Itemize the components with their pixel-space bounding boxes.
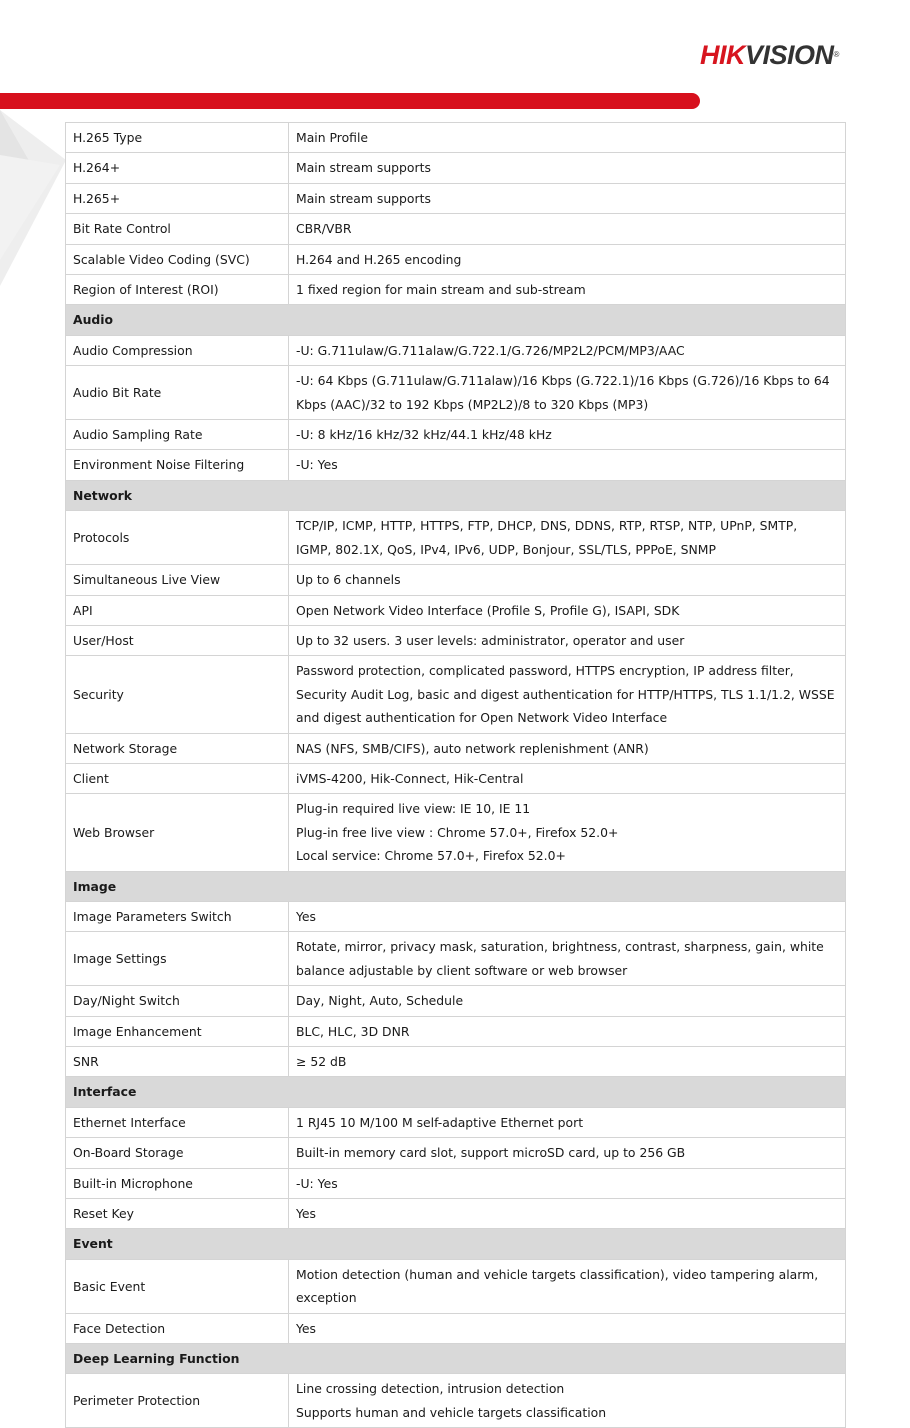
spec-value-line: Main stream supports [296, 190, 431, 206]
spec-value [289, 153, 846, 183]
spec-value [289, 1374, 846, 1428]
spec-key: H.264+ [66, 153, 289, 183]
spec-row [66, 763, 846, 793]
spec-value-line: Up to 32 users. 3 user levels: administrator, operator and user [296, 632, 685, 648]
spec-key: Reset Key [66, 1199, 289, 1229]
spec-value [289, 450, 846, 480]
spec-value [289, 1259, 846, 1313]
spec-value-line: -U: 64 Kbps (G.711ulaw/G.711alaw)/16 Kbps (G.722.1)/16 Kbps (G.726)/16 Kbps to 64 [296, 373, 830, 389]
spec-value [289, 733, 846, 763]
spec-value-line: Yes [296, 1320, 317, 1336]
spec-value-line: Yes [296, 1206, 317, 1222]
spec-row [66, 986, 846, 1016]
spec-value [289, 420, 846, 450]
spec-value [289, 1016, 846, 1046]
spec-key: Basic Event [66, 1259, 289, 1313]
brand-logo-part1: HIK [700, 40, 745, 70]
spec-key: Bit Rate Control [66, 214, 289, 244]
spec-value-line: -U: Yes [296, 457, 338, 473]
spec-value-line: Local service: Chrome 57.0+, Firefox 52.0+ [296, 848, 566, 864]
spec-value-line: Up to 6 channels [296, 572, 401, 588]
spec-value-line: Open Network Video Interface (Profile S, Profile G), ISAPI, SDK [296, 602, 680, 618]
spec-value-line: Security Audit Log, basic and digest authentication for HTTP/HTTPS, TLS 1.1/1.2, WSSE [296, 686, 835, 702]
spec-value-line: 1 RJ45 10 M/100 M self-adaptive Ethernet port [296, 1114, 584, 1130]
spec-row [66, 450, 846, 480]
spec-value [289, 1199, 846, 1229]
spec-row [66, 733, 846, 763]
section-header-row [66, 1077, 846, 1107]
spec-key: Protocols [66, 511, 289, 565]
section-header-row [66, 480, 846, 510]
spec-row [66, 625, 846, 655]
spec-value [289, 335, 846, 365]
spec-value [289, 763, 846, 793]
spec-value [289, 595, 846, 625]
spec-value [289, 986, 846, 1016]
spec-value [289, 511, 846, 565]
spec-value [289, 932, 846, 986]
spec-value [289, 1168, 846, 1198]
spec-key: Built-in Microphone [66, 1168, 289, 1198]
spec-value [289, 565, 846, 595]
spec-value [289, 794, 846, 871]
spec-value-line: balance adjustable by client software or web browser [296, 962, 628, 978]
spec-key: Security [66, 656, 289, 733]
spec-row [66, 335, 846, 365]
spec-row [66, 1107, 846, 1137]
brand-logo-part2: VISION [745, 40, 834, 70]
spec-value-line: -U: 8 kHz/16 kHz/32 kHz/44.1 kHz/48 kHz [296, 427, 552, 443]
spec-value-line: Main Profile [296, 130, 369, 145]
spec-key: Audio Compression [66, 335, 289, 365]
spec-value-line: H.264 and H.265 encoding [296, 251, 462, 267]
spec-value [289, 1107, 846, 1137]
spec-row [66, 595, 846, 625]
spec-key: Region of Interest (ROI) [66, 275, 289, 305]
section-title: Event [66, 1229, 846, 1259]
spec-value-line: iVMS-4200, Hik-Connect, Hik-Central [296, 770, 524, 786]
section-header-row [66, 1229, 846, 1259]
spec-row [66, 565, 846, 595]
spec-value-line: Plug-in free live view : Chrome 57.0+, Firefox 52.0+ [296, 824, 619, 840]
spec-value-line: Day, Night, Auto, Schedule [296, 993, 464, 1009]
spec-row [66, 1313, 846, 1343]
section-title: Interface [66, 1077, 846, 1107]
spec-row [66, 656, 846, 733]
section-header-row [66, 1344, 846, 1374]
spec-value [289, 1047, 846, 1077]
spec-value-line: exception [296, 1290, 357, 1306]
spec-value-line: Rotate, mirror, privacy mask, saturation, brightness, contrast, sharpness, gain, white [296, 939, 824, 955]
spec-value-line: CBR/VBR [296, 221, 352, 237]
spec-value [289, 123, 846, 153]
spec-key: Day/Night Switch [66, 986, 289, 1016]
spec-key: Audio Sampling Rate [66, 420, 289, 450]
spec-value-line: Yes [296, 908, 317, 924]
spec-value-line: -U: Yes [296, 1175, 338, 1191]
spec-value-line: IGMP, 802.1X, QoS, IPv4, IPv6, UDP, Bonjour, SSL/TLS, PPPoE, SNMP [296, 541, 716, 557]
spec-key: Face Detection [66, 1313, 289, 1343]
spec-value-line: Line crossing detection, intrusion detection [296, 1381, 565, 1397]
spec-value-line: NAS (NFS, SMB/CIFS), auto network replenishment (ANR) [296, 740, 649, 756]
section-title: Network [66, 480, 846, 510]
spec-row [66, 420, 846, 450]
spec-value-line: BLC, HLC, 3D DNR [296, 1023, 410, 1039]
spec-key: Image Settings [66, 932, 289, 986]
spec-value [289, 656, 846, 733]
spec-value-line: Built-in memory card slot, support microSD card, up to 256 GB [296, 1145, 686, 1161]
spec-row [66, 932, 846, 986]
spec-value [289, 901, 846, 931]
spec-key: Simultaneous Live View [66, 565, 289, 595]
spec-value-line: Kbps (AAC)/32 to 192 Kbps (MP2L2)/8 to 320 Kbps (MP3) [296, 396, 649, 412]
spec-key: Image Parameters Switch [66, 901, 289, 931]
spec-row [66, 244, 846, 274]
brand-logo-reg: ® [833, 50, 839, 59]
spec-row [66, 1138, 846, 1168]
spec-value-line: Password protection, complicated password, HTTPS encryption, IP address filter, [296, 663, 794, 679]
spec-value-line: Main stream supports [296, 160, 431, 176]
spec-value-line: TCP/IP, ICMP, HTTP, HTTPS, FTP, DHCP, DNS, DDNS, RTP, RTSP, NTP, UPnP, SMTP, [296, 518, 798, 534]
spec-key: Client [66, 763, 289, 793]
spec-key: H.265 Type [66, 123, 289, 153]
section-title: Deep Learning Function [66, 1344, 846, 1374]
spec-row [66, 511, 846, 565]
spec-key: Ethernet Interface [66, 1107, 289, 1137]
spec-table-body [66, 123, 846, 1428]
spec-key: Environment Noise Filtering [66, 450, 289, 480]
spec-value [289, 214, 846, 244]
spec-key: Web Browser [66, 794, 289, 871]
spec-row [66, 123, 846, 153]
spec-row [66, 1199, 846, 1229]
spec-key: Image Enhancement [66, 1016, 289, 1046]
spec-row [66, 214, 846, 244]
spec-key: User/Host [66, 625, 289, 655]
spec-row [66, 183, 846, 213]
spec-value-line: ≥ 52 dB [296, 1054, 347, 1069]
spec-key: Scalable Video Coding (SVC) [66, 244, 289, 274]
spec-row [66, 1374, 846, 1428]
spec-key: H.265+ [66, 183, 289, 213]
spec-value-line: Plug-in required live view: IE 10, IE 11 [296, 801, 531, 817]
spec-value [289, 1313, 846, 1343]
spec-key: API [66, 595, 289, 625]
spec-key: On-Board Storage [66, 1138, 289, 1168]
spec-row [66, 1016, 846, 1046]
spec-row [66, 1168, 846, 1198]
spec-row [66, 153, 846, 183]
spec-value-line: Motion detection (human and vehicle targets classification), video tampering alarm, [296, 1266, 819, 1282]
spec-value-line: 1 fixed region for main stream and sub-stream [296, 282, 586, 298]
spec-key: SNR [66, 1047, 289, 1077]
spec-row [66, 1259, 846, 1313]
spec-row [66, 794, 846, 871]
spec-key: Audio Bit Rate [66, 366, 289, 420]
spec-row [66, 901, 846, 931]
spec-table [65, 122, 846, 1428]
brand-logo [700, 40, 839, 70]
spec-value-line: and digest authentication for Open Network Video Interface [296, 710, 668, 726]
section-title: Audio [66, 305, 846, 335]
watermark-graphic [0, 110, 70, 295]
spec-value-line: Supports human and vehicle targets classification [296, 1404, 607, 1420]
section-header-row [66, 305, 846, 335]
spec-value [289, 244, 846, 274]
section-title: Image [66, 871, 846, 901]
spec-row [66, 366, 846, 420]
spec-key: Network Storage [66, 733, 289, 763]
section-header-row [66, 871, 846, 901]
spec-value [289, 275, 846, 305]
spec-key: Perimeter Protection [66, 1374, 289, 1428]
spec-value-line: -U: G.711ulaw/G.711alaw/G.722.1/G.726/MP2L2/PCM/MP3/AAC [296, 342, 685, 358]
spec-row [66, 275, 846, 305]
spec-value [289, 366, 846, 420]
spec-value [289, 183, 846, 213]
spec-value [289, 625, 846, 655]
spec-value [289, 1138, 846, 1168]
spec-row [66, 1047, 846, 1077]
header-red-bar [0, 93, 700, 109]
